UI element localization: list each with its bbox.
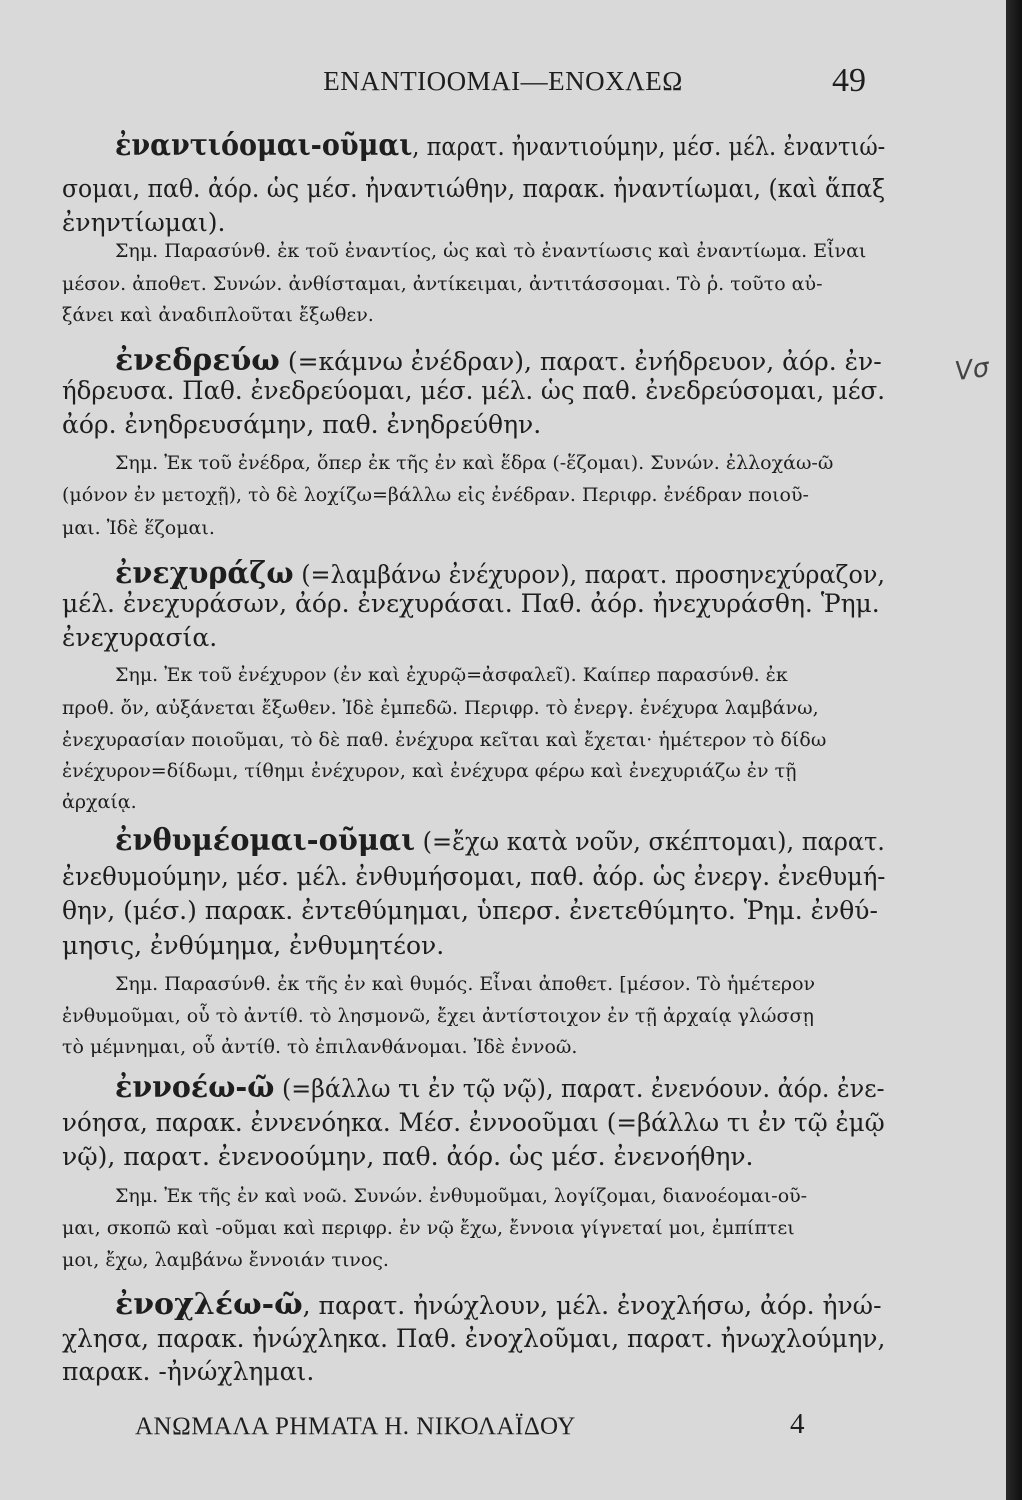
entry-line: νόησα, παρακ. ἐννενόηκα. Μέσ. ἐννοοῦμαι (=βάλλω τι ἐν τῷ ἐμῷ bbox=[62, 1108, 885, 1137]
note-line: ἐνεχυρασίαν ποιοῦμαι, τὸ δὲ παθ. ἐνέχυρα κεῖται καὶ ἔχεται· ἡμέτερον τὸ δίδω bbox=[62, 729, 827, 751]
headword: ἐνθυμέομαι-οῦμαι bbox=[115, 823, 416, 858]
note-line: προθ. ὄν, αὐξάνεται ἔξωθεν. Ἰδὲ ἐμπεδῶ. Περιφρ. τὸ ἐνεργ. ἐνέχυρα λαμβάνω, bbox=[62, 697, 819, 719]
note-line: Σημ. Ἐκ τοῦ ἐνέδρα, ὅπερ ἐκ τῆς ἐν καὶ ἕδρα (-ἕζομαι). Συνών. ἐλλοχάω-ῶ bbox=[115, 452, 834, 474]
entry-line: ἀόρ. ἐνηδρευσάμην, παθ. ἐνηδρεύθην. bbox=[62, 410, 542, 439]
headword: ἐναντιόομαι-οῦμαι bbox=[115, 128, 413, 163]
note-line: μαι. Ἰδὲ ἕζομαι. bbox=[62, 517, 215, 539]
entry-line: ἐνηντίωμαι). bbox=[62, 208, 226, 237]
entry-line: νῷ), παρατ. ἐνενοούμην, παθ. ἀόρ. ὡς μέσ. ἐνενοήθην. bbox=[62, 1142, 754, 1171]
page-edge-shadow bbox=[1006, 0, 1022, 1500]
entry-line: χλησα, παρακ. ἠνώχληκα. Παθ. ἐνοχλοῦμαι, παρατ. ἠνωχλούμην, bbox=[62, 1324, 886, 1353]
page-number: 49 bbox=[832, 62, 866, 99]
note-line: ἐνέχυρον=δίδωμι, τίθημι ἐνέχυρον, καὶ ἐνέχυρα φέρω καὶ ἐνεχυριάζω ἐν τῇ bbox=[62, 760, 797, 782]
footer-title: ΑΝΩΜΑΛΑ ΡΗΜΑΤΑ Η. ΝΙΚΟΛΑΪΔΟΥ bbox=[135, 1413, 576, 1440]
entry-line: μέλ. ἐνεχυράσων, ἀόρ. ἐνεχυράσαι. Παθ. ἀόρ. ἠνεχυράσθη. Ῥημ. bbox=[62, 589, 880, 618]
note-line: (μόνον ἐν μετοχῇ), τὸ δὲ λοχίζω=βάλλω εἰς ἐνέδραν. Περιφρ. ἐνέδραν ποιοῦ- bbox=[62, 484, 809, 506]
headword: ἐνεχυράζω bbox=[115, 556, 294, 591]
entry-line: θην, (μέσ.) παρακ. ἐντεθύμημαι, ὑπερσ. ἐνετεθύμητο. Ῥημ. ἐνθύ- bbox=[62, 896, 878, 925]
entry-line: μησις, ἐνθύμημα, ἐνθυμητέον. bbox=[62, 931, 445, 960]
note-line: ξάνει καὶ ἀναδιπλοῦται ἔξωθεν. bbox=[62, 304, 374, 326]
headword: ἐνεδρεύω bbox=[115, 343, 280, 378]
entry-line: ἐννοέω-ῶ (=βάλλω τι ἐν τῷ νῷ), παρατ. ἐνενόουν. ἀόρ. ἐνε- bbox=[115, 1070, 885, 1105]
entry-line: σομαι, παθ. ἀόρ. ὡς μέσ. ἠναντιώθην, παρακ. ἠναντίωμαι, (καὶ ἅπαξ bbox=[62, 174, 886, 203]
entry-line: ἐνθυμέομαι-οῦμαι (=ἔχω κατὰ νοῦν, σκέπτομαι), παρατ. bbox=[115, 823, 885, 858]
note-line: μοι, ἔχω, λαμβάνω ἔννοιάν τινος. bbox=[62, 1249, 389, 1271]
entry-line: ήδρευσα. Παθ. ἐνεδρεύομαι, μέσ. μέλ. ὡς παθ. ἐνεδρεύσομαι, μέσ. bbox=[62, 376, 886, 405]
handwritten-margin-note: Vσ bbox=[953, 352, 992, 388]
note-line: μαι, σκοπῶ καὶ -οῦμαι καὶ περιφρ. ἐν νῷ ἔχω, ἔννοια γίγνεταί μοι, ἐμπίπτει bbox=[62, 1217, 795, 1239]
note-line: ἀρχαίᾳ. bbox=[62, 791, 137, 813]
headword: ἐννοέω-ῶ bbox=[115, 1070, 275, 1105]
entry-line: ἐνεχυράζω (=λαμβάνω ἐνέχυρον), παρατ. προσηνεχύραζον, bbox=[115, 556, 885, 591]
note-line: Σημ. Παρασύνθ. ἐκ τοῦ ἐναντίος, ὡς καὶ τὸ ἐναντίωσις καὶ ἐναντίωμα. Εἶναι bbox=[115, 240, 867, 262]
signature-mark: 4 bbox=[790, 1408, 805, 1440]
note-line: τὸ μέμνημαι, οὗ ἀντίθ. τὸ ἐπιλανθάνομαι. Ἰδὲ ἐννοῶ. bbox=[62, 1036, 578, 1058]
note-line: Σημ. Ἐκ τῆς ἐν καὶ νοῶ. Συνών. ἐνθυμοῦμαι, λογίζομαι, διανοέομαι-οῦ- bbox=[115, 1185, 808, 1207]
note-line: μέσον. ἀποθετ. Συνών. ἀνθίσταμαι, ἀντίκειμαι, ἀντιτάσσομαι. Τὸ ῥ. τοῦτο αὐ- bbox=[62, 273, 823, 295]
entry-line: ἐναντιόομαι-οῦμαι, παρατ. ἠναντιούμην, μέσ. μέλ. ἐναντιώ- bbox=[115, 128, 886, 163]
note-line: Σημ. Ἐκ τοῦ ἐνέχυρον (ἐν καὶ ἐχυρῷ=ἀσφαλεῖ). Καίπερ παρασύνθ. ἐκ bbox=[115, 664, 788, 686]
headword: ἐνοχλέω-ῶ bbox=[115, 1287, 303, 1322]
running-header: ΕΝΑΝΤΙΟΟΜΑΙ—ΕΝΟΧΛΕΩ bbox=[323, 66, 683, 96]
entry-line: παρακ. -ἠνώχλημαι. bbox=[62, 1357, 315, 1386]
entry-line: ἐνοχλέω-ῶ, παρατ. ἠνώχλουν, μέλ. ἐνοχλήσω, ἀόρ. ἠνώ- bbox=[115, 1287, 882, 1322]
note-line: ἐνθυμοῦμαι, οὗ τὸ ἀντίθ. τὸ λησμονῶ, ἔχει ἀντίστοιχον ἐν τῇ ἀρχαίᾳ γλώσσῃ bbox=[62, 1005, 814, 1027]
note-line: Σημ. Παρασύνθ. ἐκ τῆς ἐν καὶ θυμός. Εἶναι ἀποθετ. [μέσον. Τὸ ἡμέτερον bbox=[115, 973, 816, 995]
entry-line: ἐνεχυρασία. bbox=[62, 623, 218, 652]
entry-line: ἐνεδρεύω (=κάμνω ἐνέδραν), παρατ. ἐνήδρευον, ἀόρ. ἐν- bbox=[115, 343, 882, 378]
entry-line: ἐνεθυμούμην, μέσ. μέλ. ἐνθυμήσομαι, παθ. ἀόρ. ὡς ἐνεργ. ἐνεθυμή- bbox=[62, 862, 886, 891]
